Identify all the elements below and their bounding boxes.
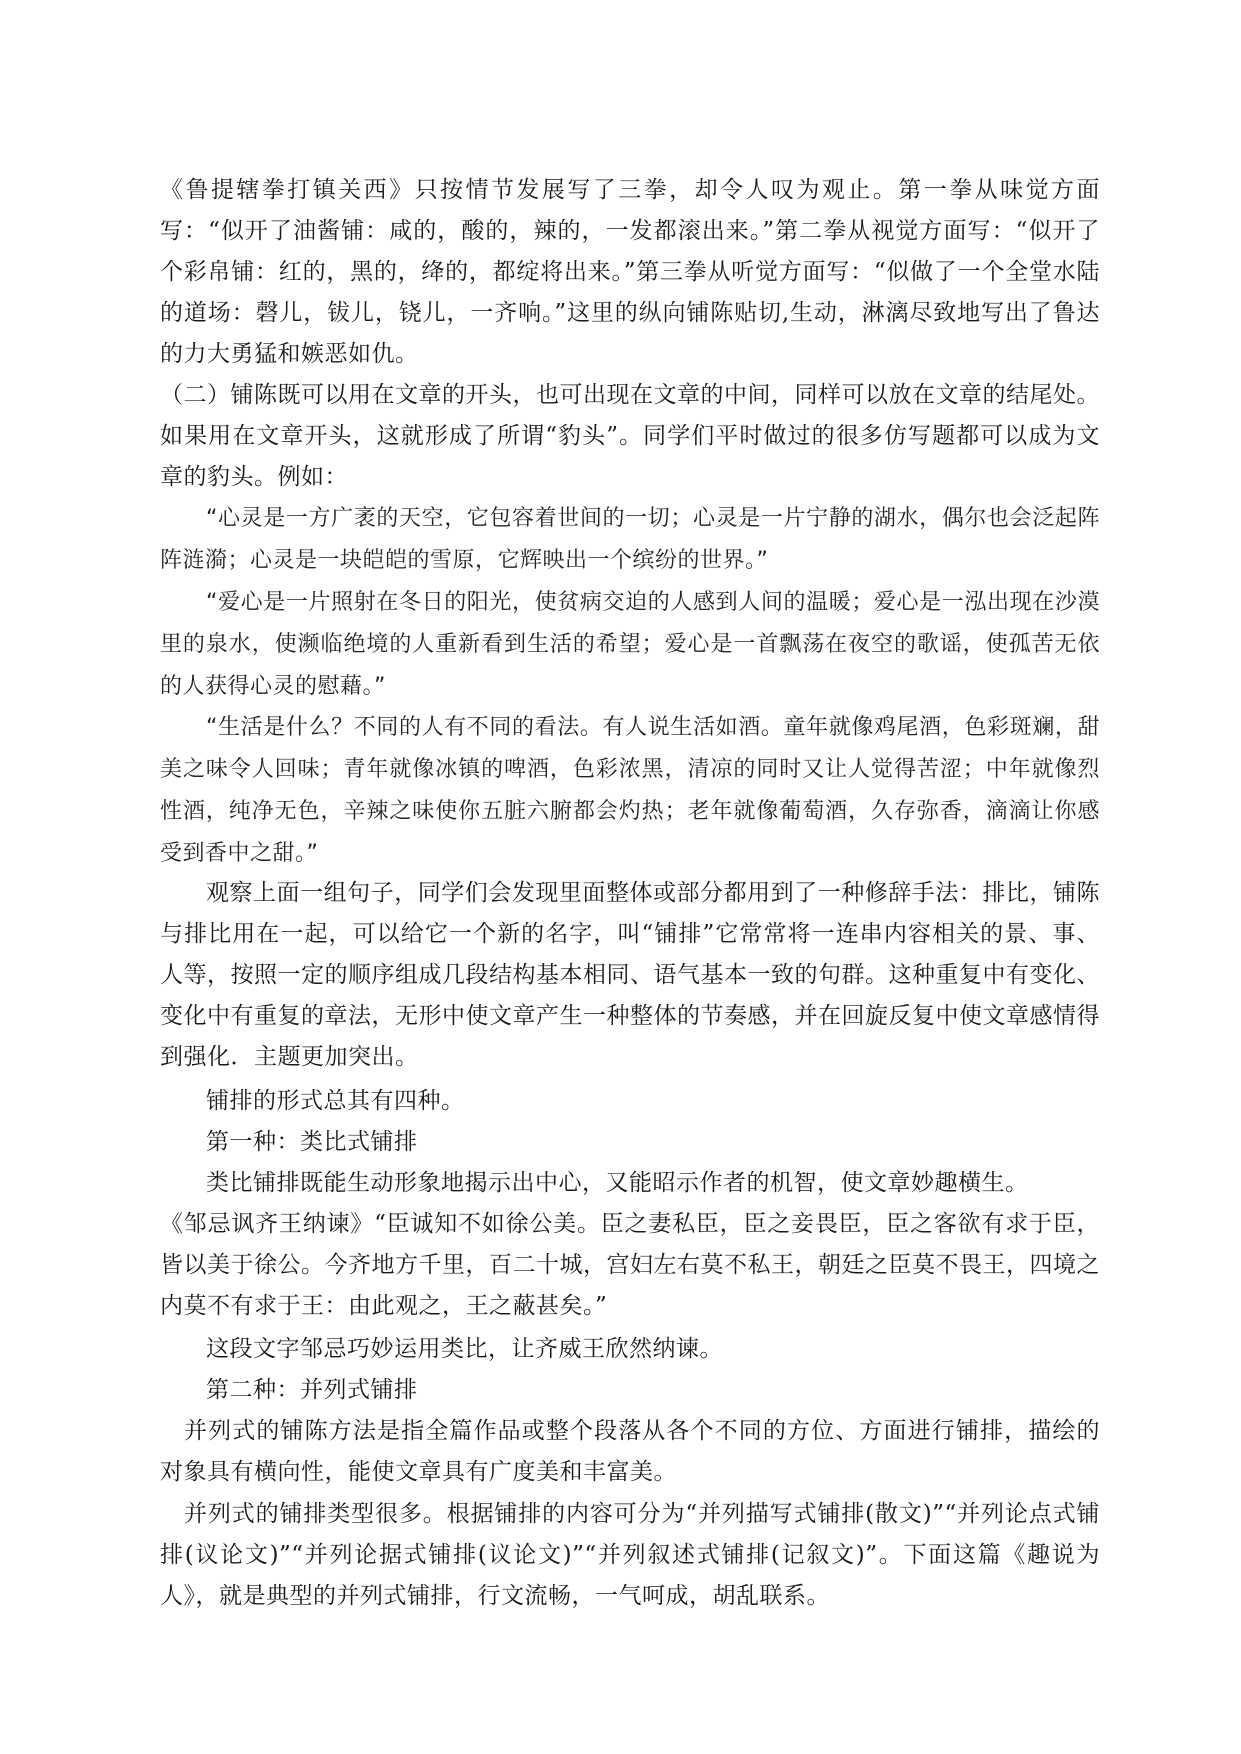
paragraph-binglie-types: 并列式的铺排类型很多。根据铺排的内容可分为“并列描写式铺排(散文)”“并列论点式铺排(议论文)”“并列论据式铺排(议论文)”“并列叙述式铺排(记叙文)”。下面这篇《趣说为人》，就是典型的并列式铺排，行文流畅，一气呵成，胡乱联系。 bbox=[160, 1501, 1100, 1609]
paragraph-lu-tixia: 《鲁提辖拳打镇关西》只按情节发展写了三拳，却令人叹为观止。第一拳从味觉方面写：“似开了油酱铺：咸的，酸的，辣的，一发都滚出来。”第二拳从视觉方面写：“似开了个彩帛铺：红的，黑的，绛的，都绽将出来。”第三拳从听觉方面写：“似做了一个全堂水陆的道场：磬儿，钹儿，铙儿，一齐响。”这里的纵向铺陈贴切,生动，淋漓尽致地写出了鲁达的力大勇猛和嫉恶如仇。 bbox=[160, 177, 1100, 367]
paragraph-paibi: 观察上面一组句子，同学们会发现里面整体或部分都用到了一种修辞手法：排比，铺陈与排比用在一起，可以给它一个新的名字，叫“铺排”它常常将一连串内容相关的景、事、人等，按照一定的顺序组成几段结构基本相同、语气基本一致的句群。这种重复中有变化、变化中有重复的章法，无形中使文章产生一种整体的节奏感，并在回旋反复中使文章感情得到强化．主题更加突出。 bbox=[160, 880, 1100, 1070]
paragraph-leibi-intro: 类比铺排既能生动形象地揭示出中心，又能昭示作者的机智，使文章妙趣横生。 bbox=[206, 1170, 1029, 1196]
heading-binglie: 第二种：并列式铺排 bbox=[206, 1377, 418, 1403]
quote-shenghuo: “生活是什么？不同的人有不同的看法。有人说生活如酒。童年就像鸡尾酒，色彩斑斓，甜美之味令人回味；青年就像冰镇的啤酒，色彩浓黑，清凉的同时又让人觉得苦涩；中年就像烈性酒，纯净无色，辛辣之味使你五脏六腑都会灼热；老年就像葡萄酒，久存弥香，滴滴让你感受到香中之甜。” bbox=[160, 715, 1100, 866]
paragraph-zouji: 《邹忌讽齐王纳谏》“臣诚知不如徐公美。臣之妻私臣，臣之妾畏臣，臣之客欲有求于臣，皆以美于徐公。今齐地方千里，百二十城，宫妇左右莫不私王，朝廷之臣莫不畏王，四境之内莫不有求于王：由此观之，王之蔽甚矣。” bbox=[160, 1211, 1100, 1319]
quote-aixin: “爱心是一片照射在冬日的阳光，使贫病交迫的人感到人间的温暖；爱心是一泓出现在沙漠里的泉水，使濒临绝境的人重新看到生活的希望；爱心是一首飘荡在夜空的歌谣，使孤苦无依的人获得心灵的慰藉。” bbox=[160, 590, 1100, 699]
paragraph-binglie-intro: 并列式的铺陈方法是指全篇作品或整个段落从各个不同的方位、方面进行铺排，描绘的对象具有横向性，能使文章具有广度美和丰富美。 bbox=[160, 1418, 1100, 1485]
heading-leibi: 第一种：类比式铺排 bbox=[206, 1129, 418, 1155]
quote-xinling: “心灵是一方广袤的天空，它包容着世间的一切；心灵是一片宁静的湖水，偶尔也会泛起阵阵涟漪；心灵是一块皑皑的雪原，它辉映出一个缤纷的世界。” bbox=[160, 506, 1100, 573]
paragraph-four-forms: 铺排的形式总其有四种。 bbox=[206, 1088, 465, 1114]
paragraph-baotou: （二）铺陈既可以用在文章的开头，也可出现在文章的中间，同样可以放在文章的结尾处。如果用在文章开头，这就形成了所谓“豹头”。同学们平时做过的很多仿写题都可以成为文章的豹头。例如： bbox=[160, 382, 1100, 490]
paragraph-zouji-comment: 这段文字邹忌巧妙运用类比，让齐威王欣然纳谏。 bbox=[206, 1336, 723, 1362]
